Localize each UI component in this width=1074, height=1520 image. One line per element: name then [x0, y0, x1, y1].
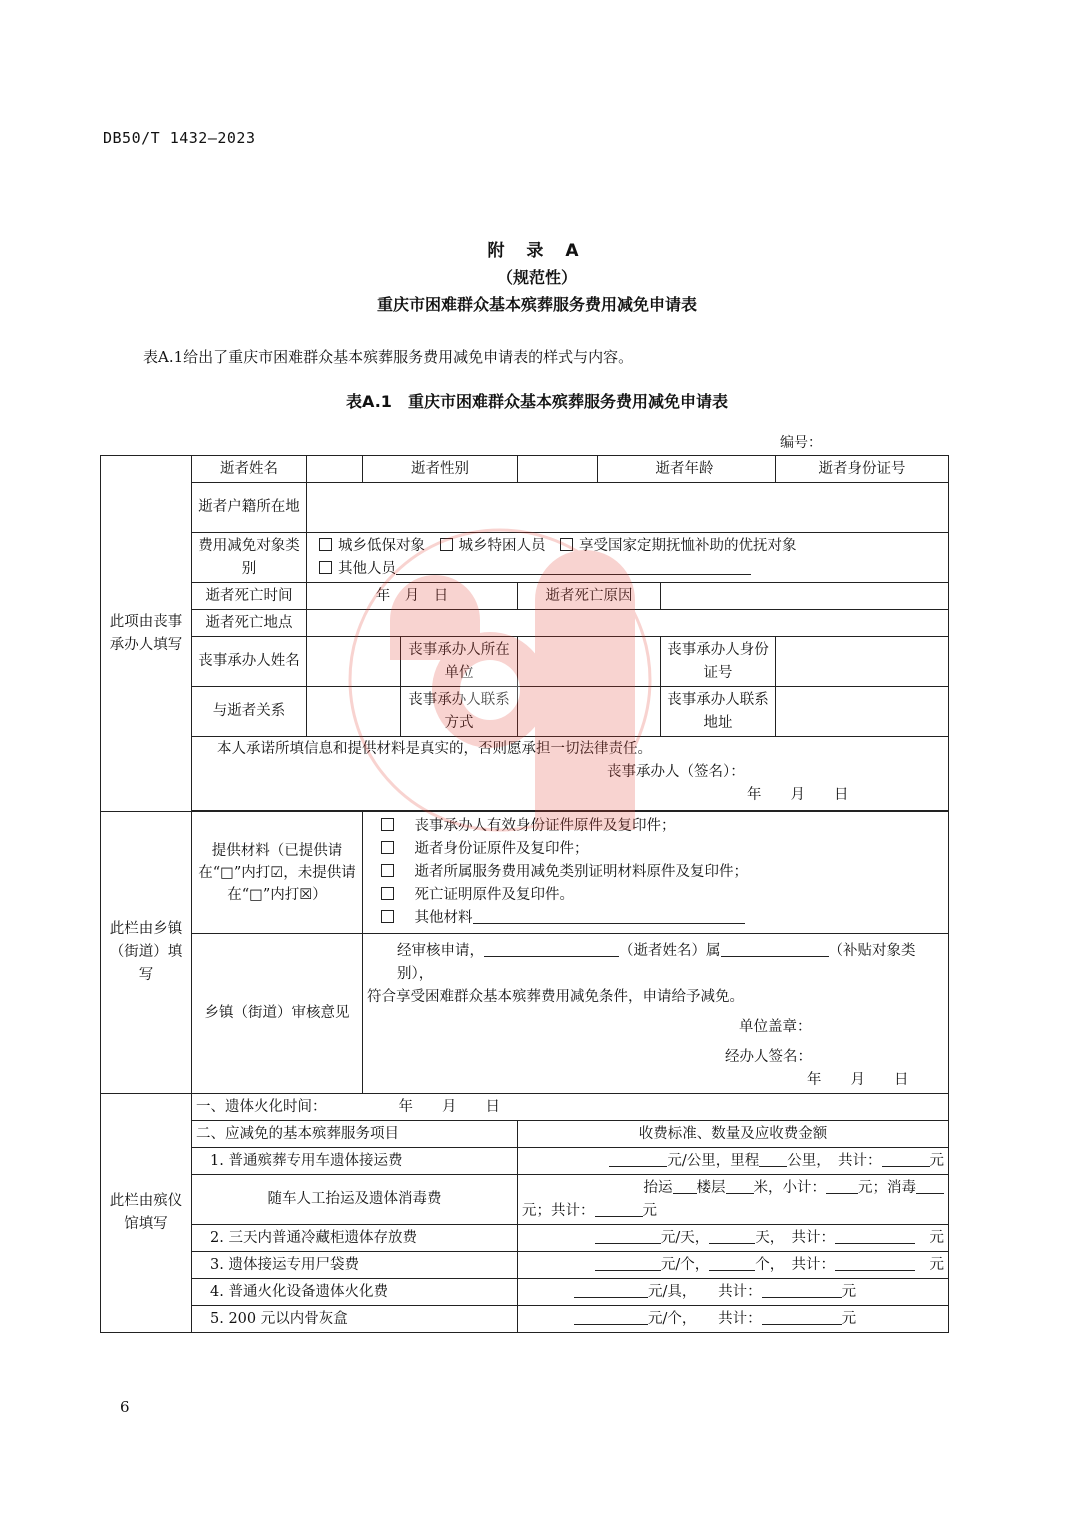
deceased-gender-label: 逝者性别: [363, 456, 518, 483]
unit-yuan: 元: [841, 1283, 857, 1300]
review-text-a: 经审核申请，: [397, 943, 484, 959]
handler-unit-label: 丧事承办人所在单位: [401, 637, 518, 687]
unit-seal[interactable]: 单位盖章：: [739, 1019, 812, 1035]
fee-text: 个， 共计：: [755, 1256, 835, 1273]
item-1-extra: 随车人工抬运及遗体消毒费: [192, 1175, 518, 1225]
cremation-time-label: 一、遗体火化时间：: [196, 1098, 327, 1115]
pledge-block: [192, 737, 949, 811]
unit-yuan: 元: [929, 1229, 944, 1246]
blank[interactable]: [726, 1179, 754, 1194]
items-header: 二、应减免的基本殡葬服务项目: [192, 1121, 518, 1148]
unit-yuan: 元: [841, 1310, 857, 1327]
checkbox[interactable]: [319, 538, 332, 551]
blank[interactable]: [916, 1179, 944, 1194]
handler-address-label: 丧事承办人联系地址: [661, 687, 776, 737]
blank[interactable]: [835, 1256, 915, 1271]
blank[interactable]: [762, 1310, 842, 1325]
deceased-gender-field[interactable]: [518, 456, 598, 483]
option-other: 其他人员: [338, 560, 396, 577]
deceased-age-label: 逝者年龄: [655, 460, 714, 477]
fee-text: 元/具， 共计：: [648, 1283, 762, 1300]
fee-text: 米，小计：: [753, 1179, 826, 1196]
checkbox[interactable]: [440, 538, 453, 551]
other-blank[interactable]: [396, 560, 751, 575]
blank[interactable]: [835, 1229, 915, 1244]
fee-text: 元；消毒: [858, 1179, 916, 1196]
blank[interactable]: [609, 1152, 667, 1167]
death-cause-field[interactable]: [661, 583, 949, 610]
item-2-fee: [518, 1225, 949, 1252]
unit-yuan: 元: [929, 1152, 944, 1169]
other-material-blank[interactable]: [473, 909, 745, 924]
cremation-date[interactable]: 年 月 日: [398, 1098, 500, 1115]
section1-label: 此项由丧事承办人填写: [101, 456, 192, 812]
blank[interactable]: [762, 1283, 842, 1298]
fee-text: 公里， 共计：: [787, 1152, 882, 1169]
deceased-id-label: 逝者身份证号: [776, 456, 949, 483]
deceased-name-field[interactable]: [307, 456, 363, 483]
household-label: 逝者户籍所在地: [192, 483, 307, 533]
checkbox[interactable]: [381, 864, 394, 877]
deceased-name-blank[interactable]: [484, 942, 619, 957]
handler-signature[interactable]: 丧事承办人（签名）：: [607, 764, 745, 780]
appendix-normative: （规范性）: [496, 268, 577, 287]
reviewer-signature[interactable]: 经办人签名：: [725, 1049, 812, 1065]
blank[interactable]: [574, 1283, 648, 1298]
category-blank[interactable]: [721, 942, 829, 957]
category-options: [307, 533, 949, 583]
fee-text: 元/个，: [660, 1256, 710, 1273]
materials-list: [363, 812, 949, 934]
checkbox[interactable]: [319, 561, 332, 574]
document-id: DB50/T 1432—2023: [103, 129, 256, 147]
fee-text: 元/个， 共计：: [648, 1310, 762, 1327]
review-text-d: 符合享受困难群众基本殡葬费用减免条件，申请给予减免。: [367, 989, 744, 1005]
death-time-label: 逝者死亡时间: [192, 583, 307, 610]
household-field[interactable]: [307, 483, 949, 533]
item-3: 3. 遗体接运专用尸袋费: [192, 1252, 518, 1279]
handler-contact-field[interactable]: [518, 687, 661, 737]
signature-date[interactable]: 年 月 日: [747, 787, 849, 803]
handler-name-label: 丧事承办人姓名: [192, 637, 307, 687]
checkbox[interactable]: [381, 818, 394, 831]
review-date[interactable]: 年 月 日: [807, 1072, 909, 1088]
item-3-fee: [518, 1252, 949, 1279]
blank[interactable]: [574, 1310, 648, 1325]
handler-id-field[interactable]: [776, 637, 949, 687]
item-1-extra-fee: [518, 1175, 949, 1225]
blank[interactable]: [709, 1229, 755, 1244]
handler-unit-field[interactable]: [518, 637, 661, 687]
fee-text: 天， 共计：: [755, 1229, 835, 1246]
item-1-fee: [518, 1148, 949, 1175]
blank[interactable]: [595, 1202, 643, 1217]
relation-field[interactable]: [307, 687, 401, 737]
blank[interactable]: [673, 1179, 697, 1194]
deceased-name-label: 逝者姓名: [192, 456, 307, 483]
category-label: 费用减免对象类别: [192, 533, 307, 583]
blank[interactable]: [709, 1256, 755, 1271]
materials-label: 提供材料（已提供请在“□”内打☑，未提供请在“□”内打☒）: [192, 812, 363, 934]
blank[interactable]: [595, 1229, 661, 1244]
option-pension-recipient: 享受国家定期抚恤补助的优抚对象: [579, 537, 797, 554]
death-place-field[interactable]: [307, 610, 949, 637]
fee-text: 元；共计：: [522, 1202, 595, 1219]
relation-label: 与逝者关系: [192, 687, 307, 737]
material-2: 逝者身份证原件及复印件；: [414, 841, 589, 857]
handler-name-field[interactable]: [307, 637, 401, 687]
fee-header: 收费标准、数量及应收费金额: [518, 1121, 949, 1148]
checkbox[interactable]: [560, 538, 573, 551]
death-cause-label: 逝者死亡原因: [518, 583, 661, 610]
appendix-title: 附 录 A: [487, 241, 587, 261]
material-5: 其他材料: [414, 910, 473, 926]
appendix-name: 重庆市困难群众基本殡葬服务费用减免申请表: [376, 295, 697, 314]
fee-text: 元/天，: [660, 1229, 710, 1246]
fee-text: 楼层: [696, 1179, 726, 1196]
death-date[interactable]: 年 月 日: [307, 583, 518, 610]
page-number: 6: [120, 1398, 130, 1416]
unit-yuan: 元: [642, 1202, 657, 1219]
item-1: 1. 普通殡葬专用车遗体接运费: [192, 1148, 518, 1175]
deceased-id-label-wrap: [598, 456, 776, 483]
checkbox[interactable]: [381, 841, 394, 854]
death-place-label: 逝者死亡地点: [192, 610, 307, 637]
review-text-c: （补贴对象类别），: [397, 943, 916, 982]
section3-label: 此栏由殡仪馆填写: [101, 1094, 192, 1333]
fee-text: 元/公里，里程: [667, 1152, 760, 1169]
blank[interactable]: [759, 1152, 787, 1167]
item-2: 2. 三天内普通冷藏柜遗体存放费: [192, 1225, 518, 1252]
blank[interactable]: [826, 1179, 858, 1194]
checkbox[interactable]: [381, 887, 394, 900]
fee-text: 抬运: [643, 1179, 673, 1196]
pledge-text: 本人承诺所填信息和提供材料是真实的，否则愿承担一切法律责任。: [217, 741, 652, 757]
checkbox[interactable]: [381, 910, 394, 923]
section2-label: 此栏由乡镇（街道）填写: [101, 812, 192, 1094]
material-1: 丧事承办人有效身份证件原件及复印件；: [414, 818, 676, 834]
unit-yuan: 元: [929, 1256, 944, 1273]
material-4: 死亡证明原件及复印件。: [414, 887, 574, 903]
review-text-b: （逝者姓名）属: [619, 943, 721, 959]
option-low-income: 城乡低保对象: [338, 537, 425, 554]
item-5-fee: [518, 1306, 949, 1333]
serial-number-label: 编号：: [780, 435, 822, 451]
intro-paragraph: 表A.1给出了重庆市困难群众基本殡葬服务费用减免申请表的样式与内容。: [143, 348, 634, 366]
option-extreme-poverty: 城乡特困人员: [458, 537, 546, 554]
review-block: [363, 934, 949, 1094]
handler-contact-label: 丧事承办人联系方式: [401, 687, 518, 737]
handler-id-label: 丧事承办人身份证号: [661, 637, 776, 687]
blank[interactable]: [882, 1152, 930, 1167]
item-5: 5. 200 元以内骨灰盒: [192, 1306, 518, 1333]
table-caption: 表A.1 重庆市困难群众基本殡葬服务费用减免申请表: [346, 392, 728, 411]
material-3: 逝者所属服务费用减免类别证明材料原件及复印件；: [414, 864, 748, 880]
item-4: 4. 普通火化设备遗体火化费: [192, 1279, 518, 1306]
handler-address-field[interactable]: [776, 687, 949, 737]
blank[interactable]: [595, 1256, 661, 1271]
review-label: 乡镇（街道）审核意见: [192, 934, 363, 1094]
application-form-table: [100, 455, 949, 1333]
item-4-fee: [518, 1279, 949, 1306]
cremation-time-row: [192, 1094, 949, 1121]
